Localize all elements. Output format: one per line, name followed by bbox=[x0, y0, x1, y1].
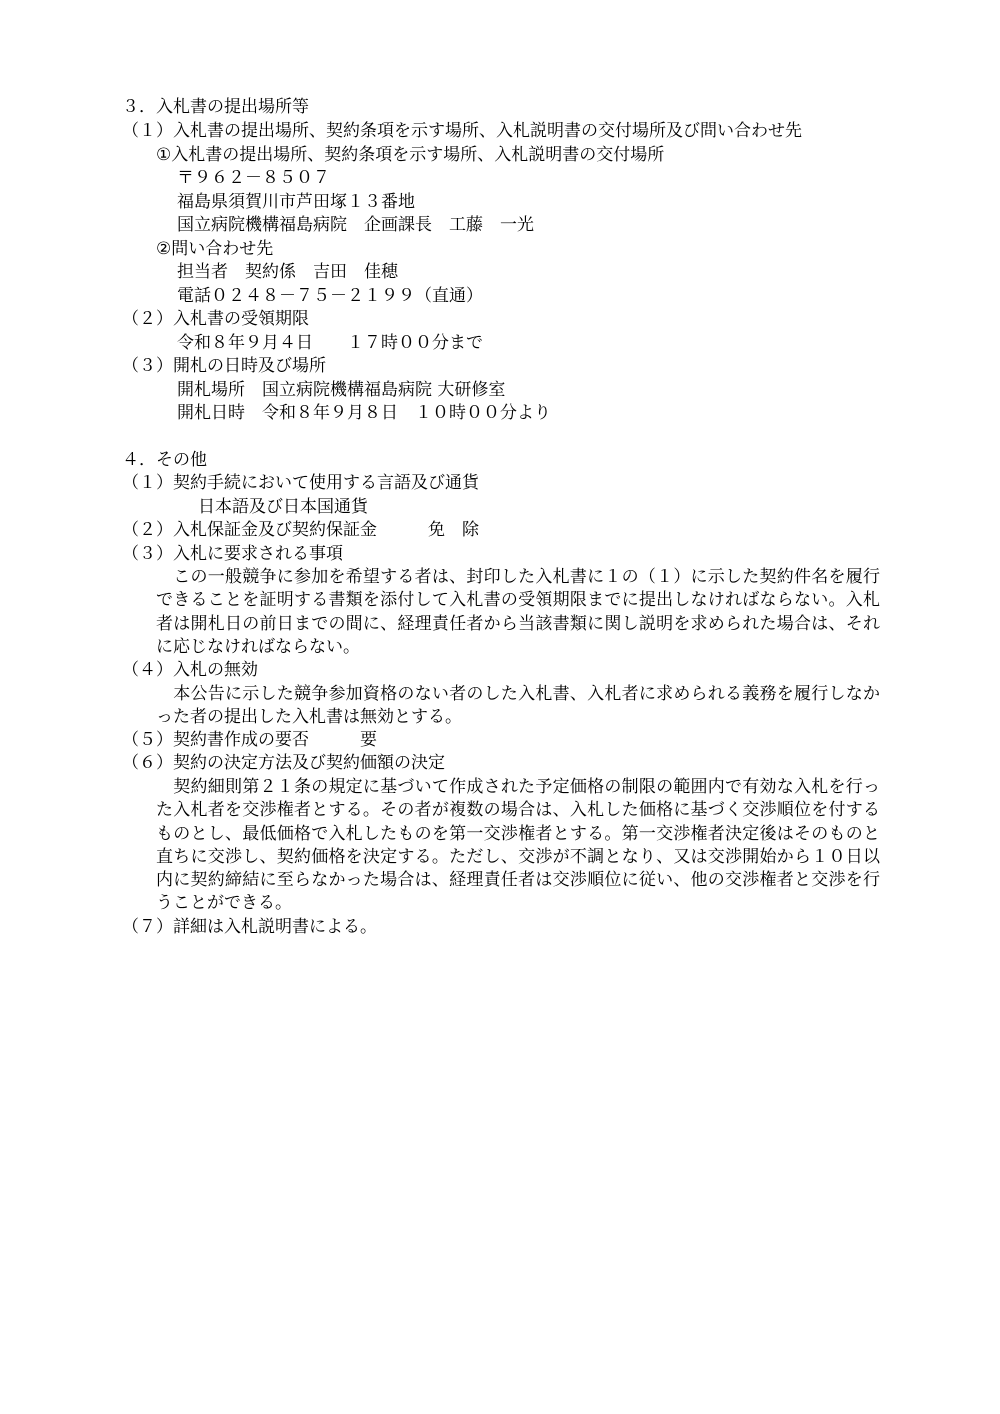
item-4-3: （３）入札に要求される事項 bbox=[122, 544, 343, 564]
language-currency: 日本語及び日本国通貨 bbox=[198, 497, 368, 517]
item-4-2: （２）入札保証金及び契約保証金 免 除 bbox=[122, 520, 479, 540]
paragraph-4-4: 本公告に示した競争参加資格のない者のした入札書、入札者に求められる義務を履行しなかった者の提出した入札書は無効とする。 bbox=[156, 684, 880, 728]
item-3-2: （２）入札書の受領期限 bbox=[122, 309, 309, 329]
item-4-4: （４）入札の無効 bbox=[122, 660, 258, 680]
item-3-1-2: ②問い合わせ先 bbox=[156, 239, 274, 259]
item-4-5: （５）契約書作成の要否 要 bbox=[122, 730, 377, 750]
item-3-1: （１）入札書の提出場所、契約条項を示す場所、入札説明書の交付場所及び問い合わせ先 bbox=[122, 121, 802, 141]
opening-datetime: 開札日時 令和８年９月８日 １０時００分より bbox=[177, 403, 551, 423]
postal-code: 〒９６２－８５０７ bbox=[177, 168, 330, 188]
organization: 国立病院機構福島病院 企画課長 工藤 一光 bbox=[177, 215, 534, 235]
item-3-1-1: ①入札書の提出場所、契約条項を示す場所、入札説明書の交付場所 bbox=[156, 145, 665, 165]
paragraph-4-6: 契約細則第２１条の規定に基づいて作成された予定価格の制限の範囲内で有効な入札を行った入札者を交渉権者とする。その者が複数の場合は、入札した価格に基づく交渉順位を付するものとし、最低価格で入札したものを第一交渉権者とする。第一交渉権者決定後はそのものと直ちに交渉し、契約価格を決定する。ただし、交渉が不調となり、又は交渉開始から１０日以内に契約締結に至らなかった場合は、経理責任者は交渉順位に従い、他の交渉権者と交渉を行うことができる。 bbox=[156, 777, 880, 914]
item-4-1: （１）契約手続において使用する言語及び通貨 bbox=[122, 473, 479, 493]
section-4-heading: ４．その他 bbox=[122, 450, 207, 470]
opening-place: 開札場所 国立病院機構福島病院 大研修室 bbox=[177, 380, 506, 400]
item-4-6: （６）契約の決定方法及び契約価額の決定 bbox=[122, 753, 445, 773]
phone-number: 電話０２４８－７５－２１９９（直通） bbox=[177, 286, 483, 306]
address: 福島県須賀川市芦田塚１３番地 bbox=[177, 192, 415, 212]
paragraph-4-3: この一般競争に参加を希望する者は、封印した入札書に１の（１）に示した契約件名を履行できることを証明する書類を添付して入札書の受領期限までに提出しなければならない。入札者は開札日の前日までの間に、経理責任者から当該書類に関し説明を求められた場合は、それに応じなければならない。 bbox=[156, 567, 880, 657]
item-3-3: （３）開札の日時及び場所 bbox=[122, 356, 326, 376]
item-4-7: （７）詳細は入札説明書による。 bbox=[122, 917, 377, 937]
contact-person: 担当者 契約係 吉田 佳穂 bbox=[177, 262, 398, 282]
section-3-heading: ３．入札書の提出場所等 bbox=[122, 97, 309, 117]
deadline: 令和８年９月４日 １７時００分まで bbox=[177, 333, 483, 353]
